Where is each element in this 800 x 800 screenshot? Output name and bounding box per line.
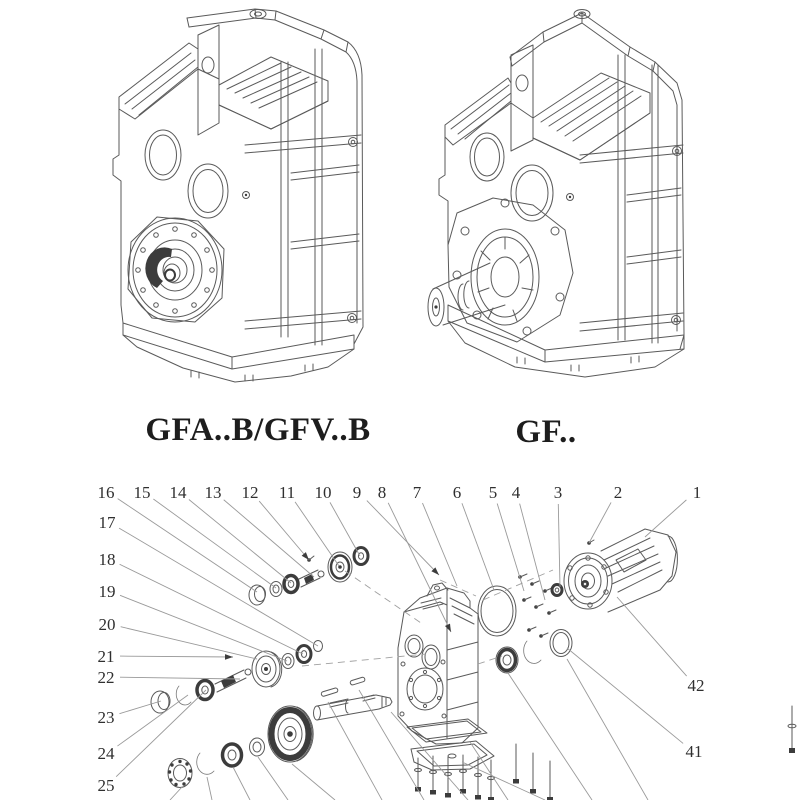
callout-number-25: 25 <box>97 776 115 795</box>
leader-line-cutoff <box>567 659 648 800</box>
leader-line-15 <box>153 499 276 588</box>
callout-number-9: 9 <box>352 483 362 502</box>
explosion-axis-dashed-line <box>440 580 476 596</box>
callout-number-17: 17 <box>98 513 116 532</box>
leader-line-cutoff <box>258 757 288 800</box>
input-shaft-assembly <box>249 548 368 606</box>
callout-number-19: 19 <box>98 582 116 601</box>
leader-line-16 <box>118 499 257 592</box>
callout-number-13: 13 <box>204 483 222 502</box>
leader-line-25 <box>116 690 206 777</box>
leader-line-11 <box>295 502 339 566</box>
callout-number-5: 5 <box>488 483 498 502</box>
callout-number-21: 21 <box>97 647 115 666</box>
callout-number-10: 10 <box>314 483 332 502</box>
callout-number-8: 8 <box>377 483 387 502</box>
flange-studs <box>518 574 556 638</box>
callout-number-6: 6 <box>452 483 462 502</box>
callout-number-42: 42 <box>687 676 705 695</box>
motor <box>564 529 677 612</box>
callout-layer <box>98 483 705 800</box>
figure-gf-caption: GF.. <box>515 414 577 450</box>
callout-number-12: 12 <box>241 483 259 502</box>
leader-line-cutoff <box>292 764 335 800</box>
leader-line-3 <box>558 504 560 587</box>
callout-number-16: 16 <box>97 483 115 502</box>
callout-number-15: 15 <box>133 483 151 502</box>
gasket-and-cover <box>407 719 494 770</box>
gear-housing <box>398 583 478 744</box>
explosion-axis-dashed-line <box>483 570 553 600</box>
flange-oring <box>478 586 516 636</box>
explosion-axis-dashed-line <box>345 571 421 623</box>
leader-line-23 <box>119 701 161 714</box>
figure-gfa-caption: GFA..B/GFV..B <box>145 412 371 448</box>
leader-line-5 <box>497 503 524 591</box>
leader-line-cutoff <box>170 787 182 800</box>
leader-line-21 <box>120 656 233 657</box>
callout-number-2: 2 <box>613 483 623 502</box>
leader-line-9 <box>367 501 439 575</box>
callout-number-14: 14 <box>169 483 187 502</box>
leader-arrowhead-21 <box>225 654 233 660</box>
leader-line-41 <box>567 648 683 743</box>
leader-line-1 <box>645 500 686 537</box>
leader-arrowhead-8 <box>445 624 454 634</box>
explosion-axis-dashed-line <box>302 654 426 666</box>
leader-line-cutoff <box>470 742 508 800</box>
leader-line-22 <box>120 677 240 679</box>
callout-number-7: 7 <box>412 483 422 502</box>
callout-number-23: 23 <box>97 708 115 727</box>
output-shaft-assembly <box>168 677 392 788</box>
callout-number-11: 11 <box>278 483 296 502</box>
leader-line-18 <box>120 564 303 654</box>
leader-line-20 <box>121 627 257 659</box>
callout-number-24: 24 <box>97 744 115 763</box>
callout-number-4: 4 <box>511 483 521 502</box>
leader-line-cutoff <box>207 777 212 800</box>
callout-number-18: 18 <box>98 550 116 569</box>
leader-line-6 <box>462 503 494 590</box>
leader-line-cutoff <box>233 767 250 800</box>
output-side-rings <box>496 630 572 674</box>
leader-line-10 <box>330 502 360 556</box>
leader-line-8 <box>388 503 451 632</box>
callout-number-3: 3 <box>553 483 563 502</box>
leader-line-42 <box>617 597 687 676</box>
leader-line-24 <box>117 695 188 746</box>
callout-number-20: 20 <box>98 615 116 634</box>
callout-number-22: 22 <box>97 668 115 687</box>
callout-number-41: 41 <box>685 742 703 761</box>
leader-line-7 <box>422 503 457 586</box>
leader-line-cutoff <box>328 702 382 800</box>
leader-line-14 <box>189 500 291 583</box>
motor-pinion-bushing <box>552 585 562 596</box>
cover-bolts <box>415 706 797 800</box>
leader-line-2 <box>589 502 611 543</box>
callout-number-1: 1 <box>692 483 702 502</box>
